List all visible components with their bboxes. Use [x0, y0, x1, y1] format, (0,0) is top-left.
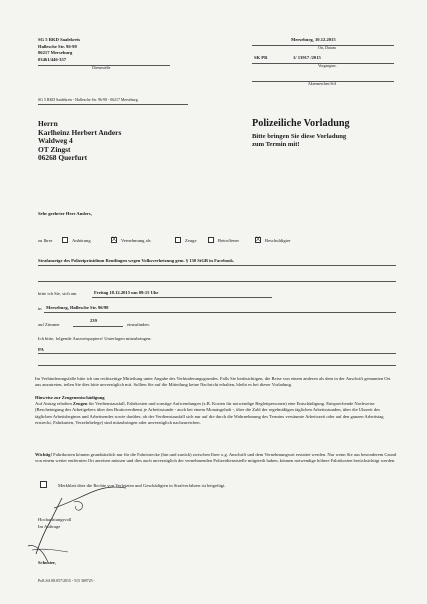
- greeting: Sehr geehrter Herr Anders,: [38, 211, 92, 216]
- checkbox-mark: X: [256, 237, 261, 243]
- reference-code: SK PR: [254, 55, 268, 60]
- sender-name: SG 5 RKD Saalekreis: [38, 37, 81, 42]
- documents-request: Ich bitte, folgende Ausweispapiere/ Unterlagen mitzubringen:: [38, 336, 152, 341]
- compensation-heading: Hinweise zur Zeugenentschädigung: [35, 395, 105, 400]
- recipient-name: Karlheinz Herbert Anders: [38, 127, 122, 137]
- compensation-text: für Verdienstausfall, Fahrkosten und sonstige Aufwendungen (z.B. Kosten für notwendige Begleitpersonen) eine Entschädigung. Entsprechende Nachweise (Bescheinigung des Arbeitgebers über den Bruttoverdienst je Arbeitsstunde - auch bei einem Monatsgehalt -, über die Zahl der regelmäßigen täglichen Arbeitsstunden, über die Uhrzeit des täglichen Arbeitsbeginns und Arbeitsendes sowie darüber, ob der Verdienstausfall sich nur auf die durch die Wahrnehmung des Termins versäumte Arbeitszeit oder auf den ganzen Arbeitstag erstreckt, Fahrkarten, Verzehrbelege) sind mitzubringen oder unverzüglich nachzureichen.: [35, 401, 384, 425]
- signer-name: Schuster,: [38, 560, 56, 565]
- divider: [38, 281, 396, 282]
- divider: [38, 353, 396, 354]
- appointment-prefix: bitte ich Sie, sich am: [38, 291, 77, 296]
- compensation-bold: Zeugen: [72, 401, 88, 406]
- form-subtitle-line: Bitte bringen Sie diese Vorladung: [252, 133, 347, 140]
- sender-city: 06217 Merseburg: [38, 50, 73, 56]
- reference-number: 1/ 13917 /2015: [293, 55, 321, 60]
- divider: [38, 365, 396, 366]
- option-label: Zeuge: [185, 238, 197, 243]
- option-label: Vernehmung als: [121, 238, 151, 243]
- recipient-district: OT Zingst: [38, 144, 71, 154]
- recipient-address: [38, 120, 121, 163]
- important-notice: [35, 452, 397, 465]
- compensation-notice: [35, 401, 397, 426]
- purpose-prefix: zu Ihrer: [38, 238, 53, 243]
- important-text: Fahrtkosten können grundsätzlich nur für die Fahrtstrecke (hin und zurück) zwischen Ihrer o.g. Anschrift und dem Vernehmungsort erstattet werden. Nur wenn Sie aus besonderem Grund von einem weiter entfernten Ort anreisen müssen und dies auch unverzüglich der vernehmenden Polizeidienststelle mitgeteilt haben, können notwendige höhere Fahrtkosten berücksichtigt werden.: [35, 452, 397, 464]
- recipient-city: 06268 Querfurt: [38, 153, 88, 163]
- room-label: auf Zimmer: [38, 322, 60, 327]
- form-subtitle-line: zum Termin mit!: [252, 141, 300, 149]
- appointment-suffix: einzufinden.: [127, 322, 150, 327]
- divider: [38, 265, 396, 266]
- location-prefix: in: [38, 306, 42, 311]
- closing-line: Hochachtungsvoll: [38, 517, 72, 522]
- closing-line: Im Auftrage: [38, 523, 61, 529]
- checkbox-interrogation[interactable]: [111, 237, 117, 243]
- option-label: Beschuldigter: [265, 238, 291, 243]
- important-label: Wichtig!: [35, 452, 53, 457]
- form-subtitle: [252, 133, 346, 149]
- leaflet-note: Merkblatt über die Rechte von Verletzten und Geschädigten in Strafverfahren ist beigefügt.: [58, 483, 226, 488]
- option-label: Betroffener: [218, 238, 240, 243]
- sender-block: [38, 37, 80, 63]
- reference-label: Vorgangsnr.: [318, 64, 337, 68]
- checkbox-affected[interactable]: [208, 237, 214, 243]
- checkbox-mark: X: [112, 237, 117, 243]
- divider: [73, 326, 123, 327]
- return-address: SG 5 RKD Saalekreis - Hallesche Str. 96-98 - 06217 Merseburg: [38, 98, 138, 102]
- signature-image: [14, 484, 154, 564]
- notice-hindrance: Im Verhinderungsfalle bitte ich um rechtzeitige Mitteilung unter Angabe des Verhinderungsgrundes. Falls Sie beabsichtigen, die Reise von einem anderen als dem in der Anschrift genannten Ort aus anzutreten, teilen Sie dies bitte unverzüglich mit. Sollten Sie auf die Mitteilung keine Nachricht erhalten, bleibt es bei dieser Vorladung.: [35, 376, 391, 388]
- room-number: 239: [90, 318, 97, 323]
- sender-phone: 03461/446-357: [38, 56, 67, 62]
- form-code: PolLSA 08.057/2015 - 515 369725 -: [38, 579, 95, 583]
- checkbox-accused[interactable]: [255, 237, 261, 243]
- case-subject: Strafanzeige des Polizeipräsidium Reutlingen wegen Volksverhetzung gem. § 130 StGB in Facebook.: [38, 258, 235, 263]
- documents-value: PA: [38, 347, 44, 352]
- divider: [38, 104, 188, 105]
- file-number-label: Aktenzeichen StA: [308, 82, 337, 86]
- appointment-datetime: Freitag 18.12.2015 um 09:15 Uhr: [94, 290, 159, 295]
- sender-label: Dienststelle: [92, 66, 111, 70]
- sender-street: Hallesche Str. 96-98: [38, 43, 77, 49]
- place-date: Merseburg, 10.12.2015: [291, 37, 336, 42]
- divider: [44, 312, 396, 313]
- checkbox-hearing[interactable]: [62, 237, 68, 243]
- recipient-street: Waldweg 4: [38, 136, 73, 146]
- appointment-location: Merseburg, Hallesche Str. 96/98: [46, 305, 109, 310]
- divider: [92, 297, 272, 298]
- place-date-label: Ort, Datum: [318, 46, 336, 50]
- recipient-salutation: Herrn: [38, 119, 58, 128]
- compensation-lead: Auf Antrag erhalten: [35, 401, 72, 406]
- form-title: Polizeiliche Vorladung: [252, 118, 350, 129]
- option-label: Anhörung: [72, 238, 91, 243]
- checkbox-witness[interactable]: [175, 237, 181, 243]
